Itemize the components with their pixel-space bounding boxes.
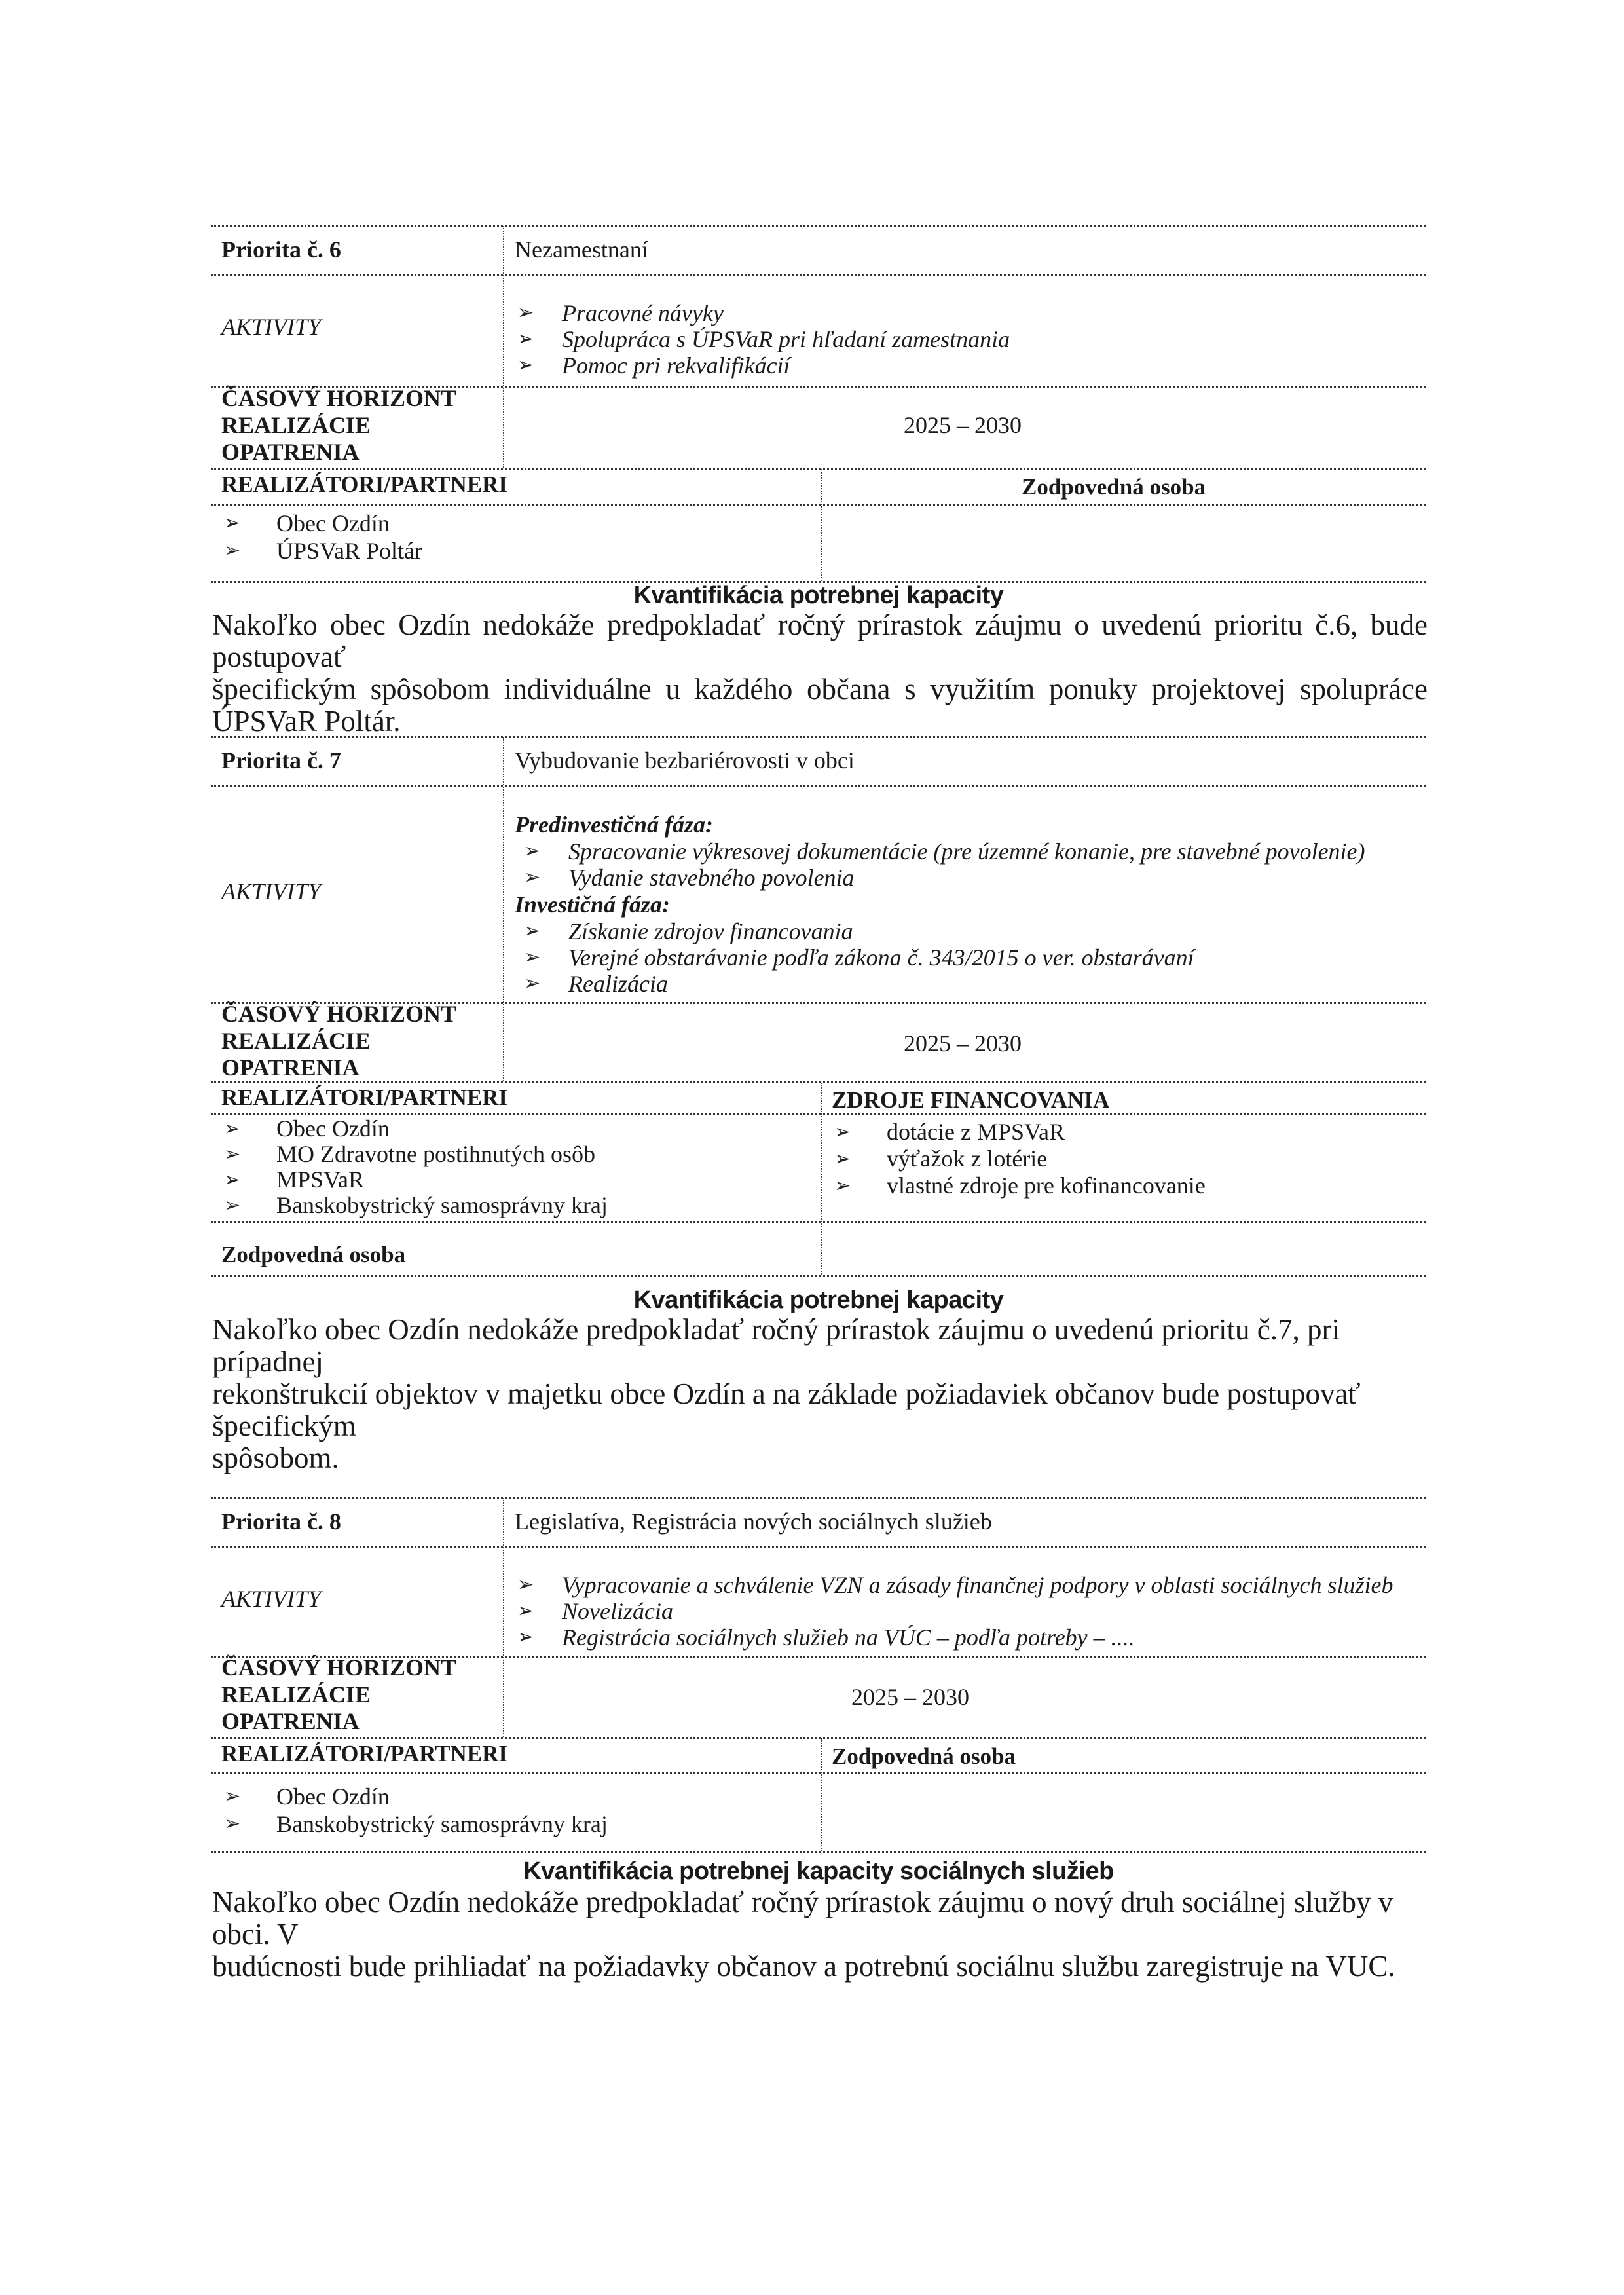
priority-label: Priorita č. 7 bbox=[221, 747, 341, 774]
arrow-bullet-icon: ➢ bbox=[524, 867, 541, 888]
column-divider bbox=[821, 1083, 822, 1275]
partner-item: ➢ Banskobystrický samosprávny kraj bbox=[224, 1192, 608, 1218]
table-border bbox=[211, 504, 1426, 506]
table-border bbox=[211, 1737, 1426, 1739]
table-border bbox=[211, 1275, 1426, 1277]
partners-list bbox=[221, 1116, 608, 1218]
table-border bbox=[211, 1221, 1426, 1223]
arrow-bullet-icon: ➢ bbox=[224, 540, 241, 561]
activity-item: ➢ Spracovanie výkresovej dokumentácie (pre územné konanie, pre stavebné povolenie) bbox=[524, 838, 1365, 865]
horizon-value: 2025 – 2030 bbox=[904, 412, 1022, 438]
responsible-person-value bbox=[832, 508, 1421, 573]
activities-list bbox=[515, 300, 1010, 379]
funding-item: ➢ vlastné zdroje pre kofinancovanie bbox=[834, 1172, 1206, 1199]
activities-label: AKTIVITY bbox=[221, 1586, 322, 1612]
partners-list bbox=[221, 1783, 608, 1838]
arrow-bullet-icon: ➢ bbox=[834, 1175, 851, 1197]
horizon-label: ČASOVÝ HORIZONT REALIZÁCIE OPATRENIA bbox=[221, 1001, 457, 1081]
responsible-person-header: Zodpovedná osoba bbox=[1022, 474, 1206, 500]
partner-item: ➢ Obec Ozdín bbox=[224, 510, 390, 536]
partner-item: ➢ MO Zdravotne postihnutých osôb bbox=[224, 1141, 595, 1167]
partner-item: ➢ Obec Ozdín bbox=[224, 1783, 390, 1810]
priority-label: Priorita č. 8 bbox=[221, 1508, 341, 1535]
table-border bbox=[211, 785, 1426, 787]
phase-heading: Investičná fáza: bbox=[515, 891, 670, 918]
horizon-value: 2025 – 2030 bbox=[904, 1030, 1022, 1056]
arrow-bullet-icon: ➢ bbox=[517, 1600, 534, 1622]
arrow-bullet-icon: ➢ bbox=[224, 512, 241, 534]
activity-item: ➢ Získanie zdrojov financovania bbox=[524, 918, 853, 944]
activity-item: ➢ Vydanie stavebného povolenia bbox=[524, 865, 855, 891]
arrow-bullet-icon: ➢ bbox=[224, 1813, 241, 1835]
table-border bbox=[211, 1772, 1426, 1774]
activities-label: AKTIVITY bbox=[221, 314, 322, 340]
table-border bbox=[211, 1851, 1426, 1853]
column-divider bbox=[821, 469, 822, 581]
quantification-text: Nakoľko obec Ozdín nedokáže predpokladať ročný prírastok záujmu o uvedenú prioritu č.7, pri prípadnej rekonštrukcií objektov v majetku obce Ozdín a na základe požiadaviek občanov bude postupovať špecifickým spôsobom. bbox=[212, 1313, 1361, 1474]
column-divider bbox=[503, 226, 504, 468]
activities-list bbox=[515, 1572, 1393, 1651]
partner-item: ➢ MPSVaR bbox=[224, 1166, 365, 1193]
activity-item: ➢ Novelizácia bbox=[517, 1598, 673, 1624]
arrow-bullet-icon: ➢ bbox=[517, 354, 534, 376]
activity-item: ➢ Registrácia sociálnych služieb na VÚC – podľa potreby – .... bbox=[517, 1624, 1135, 1651]
table-border bbox=[211, 1546, 1426, 1548]
priority-label: Priorita č. 6 bbox=[221, 236, 341, 263]
responsible-person-header: Zodpovedná osoba bbox=[832, 1744, 1016, 1769]
table-border bbox=[211, 274, 1426, 276]
partner-item: ➢ ÚPSVaR Poltár bbox=[224, 538, 423, 564]
partners-header: REALIZÁTORI/PARTNERI bbox=[221, 1085, 508, 1110]
funding-sources-list bbox=[832, 1119, 1206, 1199]
table-border bbox=[211, 225, 1426, 227]
arrow-bullet-icon: ➢ bbox=[524, 973, 541, 994]
quantification-title: Kvantifikácia potrebnej kapacity bbox=[633, 582, 1004, 609]
priority-title: Nezamestnaní bbox=[515, 236, 648, 263]
partners-header: REALIZÁTORI/PARTNERI bbox=[221, 1741, 508, 1766]
arrow-bullet-icon: ➢ bbox=[517, 1574, 534, 1595]
partner-item: ➢ Obec Ozdín bbox=[224, 1115, 390, 1142]
horizon-label: ČASOVÝ HORIZONT REALIZÁCIE OPATRENIA bbox=[221, 385, 457, 465]
arrow-bullet-icon: ➢ bbox=[224, 1118, 241, 1140]
column-divider bbox=[821, 1738, 822, 1851]
arrow-bullet-icon: ➢ bbox=[524, 946, 541, 968]
arrow-bullet-icon: ➢ bbox=[524, 920, 541, 942]
priority-title: Vybudovanie bezbariérovosti v obci bbox=[515, 747, 855, 774]
quantification-text: Nakoľko obec Ozdín nedokáže predpokladať ročný prírastok záujmu o uvedenú prioritu č.6, bude postupovať špecifickým spôsobom individuálne u každého občana s využitím ponuky projektovej spolupráce ÚPSVaR Poltár. bbox=[212, 608, 1428, 737]
activity-item: ➢ Pomoc pri rekvalifikácií bbox=[517, 352, 790, 379]
arrow-bullet-icon: ➢ bbox=[224, 1169, 241, 1191]
activities-label: AKTIVITY bbox=[221, 878, 322, 905]
horizon-value: 2025 – 2030 bbox=[851, 1684, 969, 1710]
funding-item: ➢ dotácie z MPSVaR bbox=[834, 1119, 1065, 1145]
quantification-title: Kvantifikácia potrebnej kapacity sociálnych služieb bbox=[523, 1857, 1114, 1885]
table-border bbox=[211, 468, 1426, 470]
arrow-bullet-icon: ➢ bbox=[224, 1144, 241, 1165]
responsible-person-header: Zodpovedná osoba bbox=[221, 1242, 406, 1267]
table-border bbox=[211, 1497, 1426, 1499]
activity-item: ➢ Verejné obstarávanie podľa zákona č. 343/2015 o ver. obstarávaní bbox=[524, 944, 1194, 971]
table-border bbox=[211, 1081, 1426, 1083]
phase-items bbox=[521, 918, 1365, 997]
table-border bbox=[211, 736, 1426, 738]
column-divider bbox=[503, 737, 504, 1081]
partner-item: ➢ Banskobystrický samosprávny kraj bbox=[224, 1811, 608, 1837]
arrow-bullet-icon: ➢ bbox=[834, 1148, 851, 1170]
activity-item: ➢ Spolupráca s ÚPSVaR pri hľadaní zamestnania bbox=[517, 326, 1010, 352]
arrow-bullet-icon: ➢ bbox=[524, 840, 541, 862]
responsible-person-value bbox=[832, 1776, 1421, 1848]
activity-item: ➢ Pracovné návyky bbox=[517, 300, 724, 326]
column-divider bbox=[503, 1498, 504, 1737]
quantification-text: Nakoľko obec Ozdín nedokáže predpokladať ročný prírastok záujmu o nový druh sociálnej služby v obci. V budúcnosti bude prihliadať na požiadavky občanov a potrebnú sociálnu službu zaregistruje na VUC. bbox=[212, 1886, 1395, 1983]
funding-sources-header: ZDROJE FINANCOVANIA bbox=[832, 1087, 1110, 1113]
arrow-bullet-icon: ➢ bbox=[224, 1785, 241, 1807]
partners-header: REALIZÁTORI/PARTNERI bbox=[221, 472, 508, 497]
priority-title: Legislatíva, Registrácia nových sociálnych služieb bbox=[515, 1508, 992, 1535]
arrow-bullet-icon: ➢ bbox=[517, 302, 534, 324]
activities-phases bbox=[515, 811, 1365, 997]
activity-item: ➢ Realizácia bbox=[524, 971, 668, 997]
arrow-bullet-icon: ➢ bbox=[224, 1195, 241, 1216]
arrow-bullet-icon: ➢ bbox=[517, 1626, 534, 1648]
partners-list bbox=[221, 510, 422, 565]
phase-items bbox=[521, 838, 1365, 891]
funding-item: ➢ výťažok z lotérie bbox=[834, 1146, 1048, 1172]
activity-item: ➢ Vypracovanie a schválenie VZN a zásady finančnej podpory v oblasti sociálnych služieb bbox=[517, 1572, 1393, 1598]
arrow-bullet-icon: ➢ bbox=[834, 1121, 851, 1143]
horizon-label: ČASOVÝ HORIZONT REALIZÁCIE OPATRENIA bbox=[221, 1654, 457, 1734]
phase-heading: Predinvestičná fáza: bbox=[515, 812, 713, 838]
quantification-title: Kvantifikácia potrebnej kapacity bbox=[633, 1286, 1004, 1314]
arrow-bullet-icon: ➢ bbox=[517, 328, 534, 350]
responsible-person-value bbox=[832, 1225, 1421, 1271]
table-border bbox=[211, 1113, 1426, 1115]
